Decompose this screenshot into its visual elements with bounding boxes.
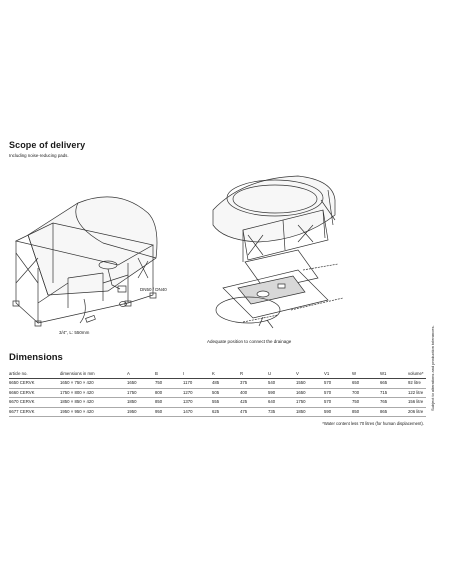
- cell: 206 litre: [408, 407, 426, 416]
- cell: 555: [212, 398, 240, 407]
- cell: 865: [380, 407, 408, 416]
- col-k: K: [212, 370, 240, 379]
- tolerance-side-note: Subject to alterations and production tolerances.: [430, 325, 435, 411]
- dimensions-title: Dimensions: [9, 352, 63, 363]
- cell: 1270: [183, 388, 212, 397]
- cell: 1750 × 800 × 420: [60, 388, 127, 397]
- cell: 665: [380, 379, 408, 388]
- table-row: [9, 398, 426, 407]
- cell: 640: [268, 398, 296, 407]
- cell: 92 litre: [408, 379, 426, 388]
- bathtub-frame-illustration: [8, 183, 180, 338]
- cell: 1850: [296, 407, 324, 416]
- drain-size-label: DN50 / DN40: [140, 287, 167, 292]
- cell: 425: [240, 398, 268, 407]
- cell: 1950 × 950 × 420: [60, 407, 127, 416]
- table-header-row: [9, 370, 426, 379]
- cell: 570: [324, 379, 352, 388]
- cell: 700: [352, 388, 380, 397]
- cell: 650: [352, 379, 380, 388]
- cell: 590: [324, 407, 352, 416]
- cell: 1550: [296, 379, 324, 388]
- cell: 1850 × 850 × 420: [60, 398, 127, 407]
- cell: 1850: [127, 398, 155, 407]
- cell: 6670 CERVK: [9, 398, 60, 407]
- cell: 850: [352, 407, 380, 416]
- col-v1: V1: [324, 370, 352, 379]
- hose-length-label: 3/4", L: 550mm: [59, 330, 90, 335]
- cell: 6650 CERVK: [9, 379, 60, 388]
- cell: 1950: [127, 407, 155, 416]
- cell: 375: [240, 379, 268, 388]
- scope-subtitle: Including noise-reducing pads.: [9, 153, 69, 158]
- cell: 485: [212, 379, 240, 388]
- scope-title: Scope of delivery: [9, 140, 86, 150]
- col-i: I: [183, 370, 212, 379]
- table-row: [9, 388, 426, 397]
- cell: 625: [212, 407, 240, 416]
- col-u: U: [268, 370, 296, 379]
- cell: 1750: [296, 398, 324, 407]
- cell: 475: [240, 407, 268, 416]
- cell: 1470: [183, 407, 212, 416]
- cell: 735: [268, 407, 296, 416]
- cell: 570: [324, 388, 352, 397]
- drainage-position-caption: Adequate position to connect the drainage: [207, 339, 292, 344]
- cell: 6677 CERVK: [9, 407, 60, 416]
- col-r: R: [240, 370, 268, 379]
- cell: 750: [155, 379, 183, 388]
- cell: 1650 × 750 × 420: [60, 379, 127, 388]
- col-dimensions: dimensions in mm: [60, 370, 127, 379]
- drain-fitting-icon: [118, 299, 128, 309]
- cell: 950: [155, 407, 183, 416]
- cell: 540: [268, 379, 296, 388]
- volume-footnote: *Water content less 70 litres (for human displacement).: [322, 421, 424, 426]
- cell: 570: [324, 398, 352, 407]
- cell: 1750: [127, 388, 155, 397]
- cell: 850: [155, 398, 183, 407]
- col-w1: W1: [380, 370, 408, 379]
- cell: 156 litre: [408, 398, 426, 407]
- col-volume: volume*: [408, 370, 426, 379]
- cell: 1650: [296, 388, 324, 397]
- cell: 715: [380, 388, 408, 397]
- cell: 400: [240, 388, 268, 397]
- cell: 122 litre: [408, 388, 426, 397]
- cell: 800: [155, 388, 183, 397]
- cell: 1170: [183, 379, 212, 388]
- col-v: V: [296, 370, 324, 379]
- col-article-no: article no.: [9, 370, 60, 379]
- col-b: B: [155, 370, 183, 379]
- col-a: A: [127, 370, 155, 379]
- cell: 6660 CERVK: [9, 388, 60, 397]
- cell: 1370: [183, 398, 212, 407]
- drainage-layout-illustration: [203, 170, 359, 340]
- cell: 750: [352, 398, 380, 407]
- table-row: [9, 379, 426, 388]
- cell: 590: [268, 388, 296, 397]
- dimensions-table: [9, 370, 426, 417]
- col-w: W: [352, 370, 380, 379]
- cell: 505: [212, 388, 240, 397]
- cell: 765: [380, 398, 408, 407]
- table-row: [9, 407, 426, 416]
- cell: 1650: [127, 379, 155, 388]
